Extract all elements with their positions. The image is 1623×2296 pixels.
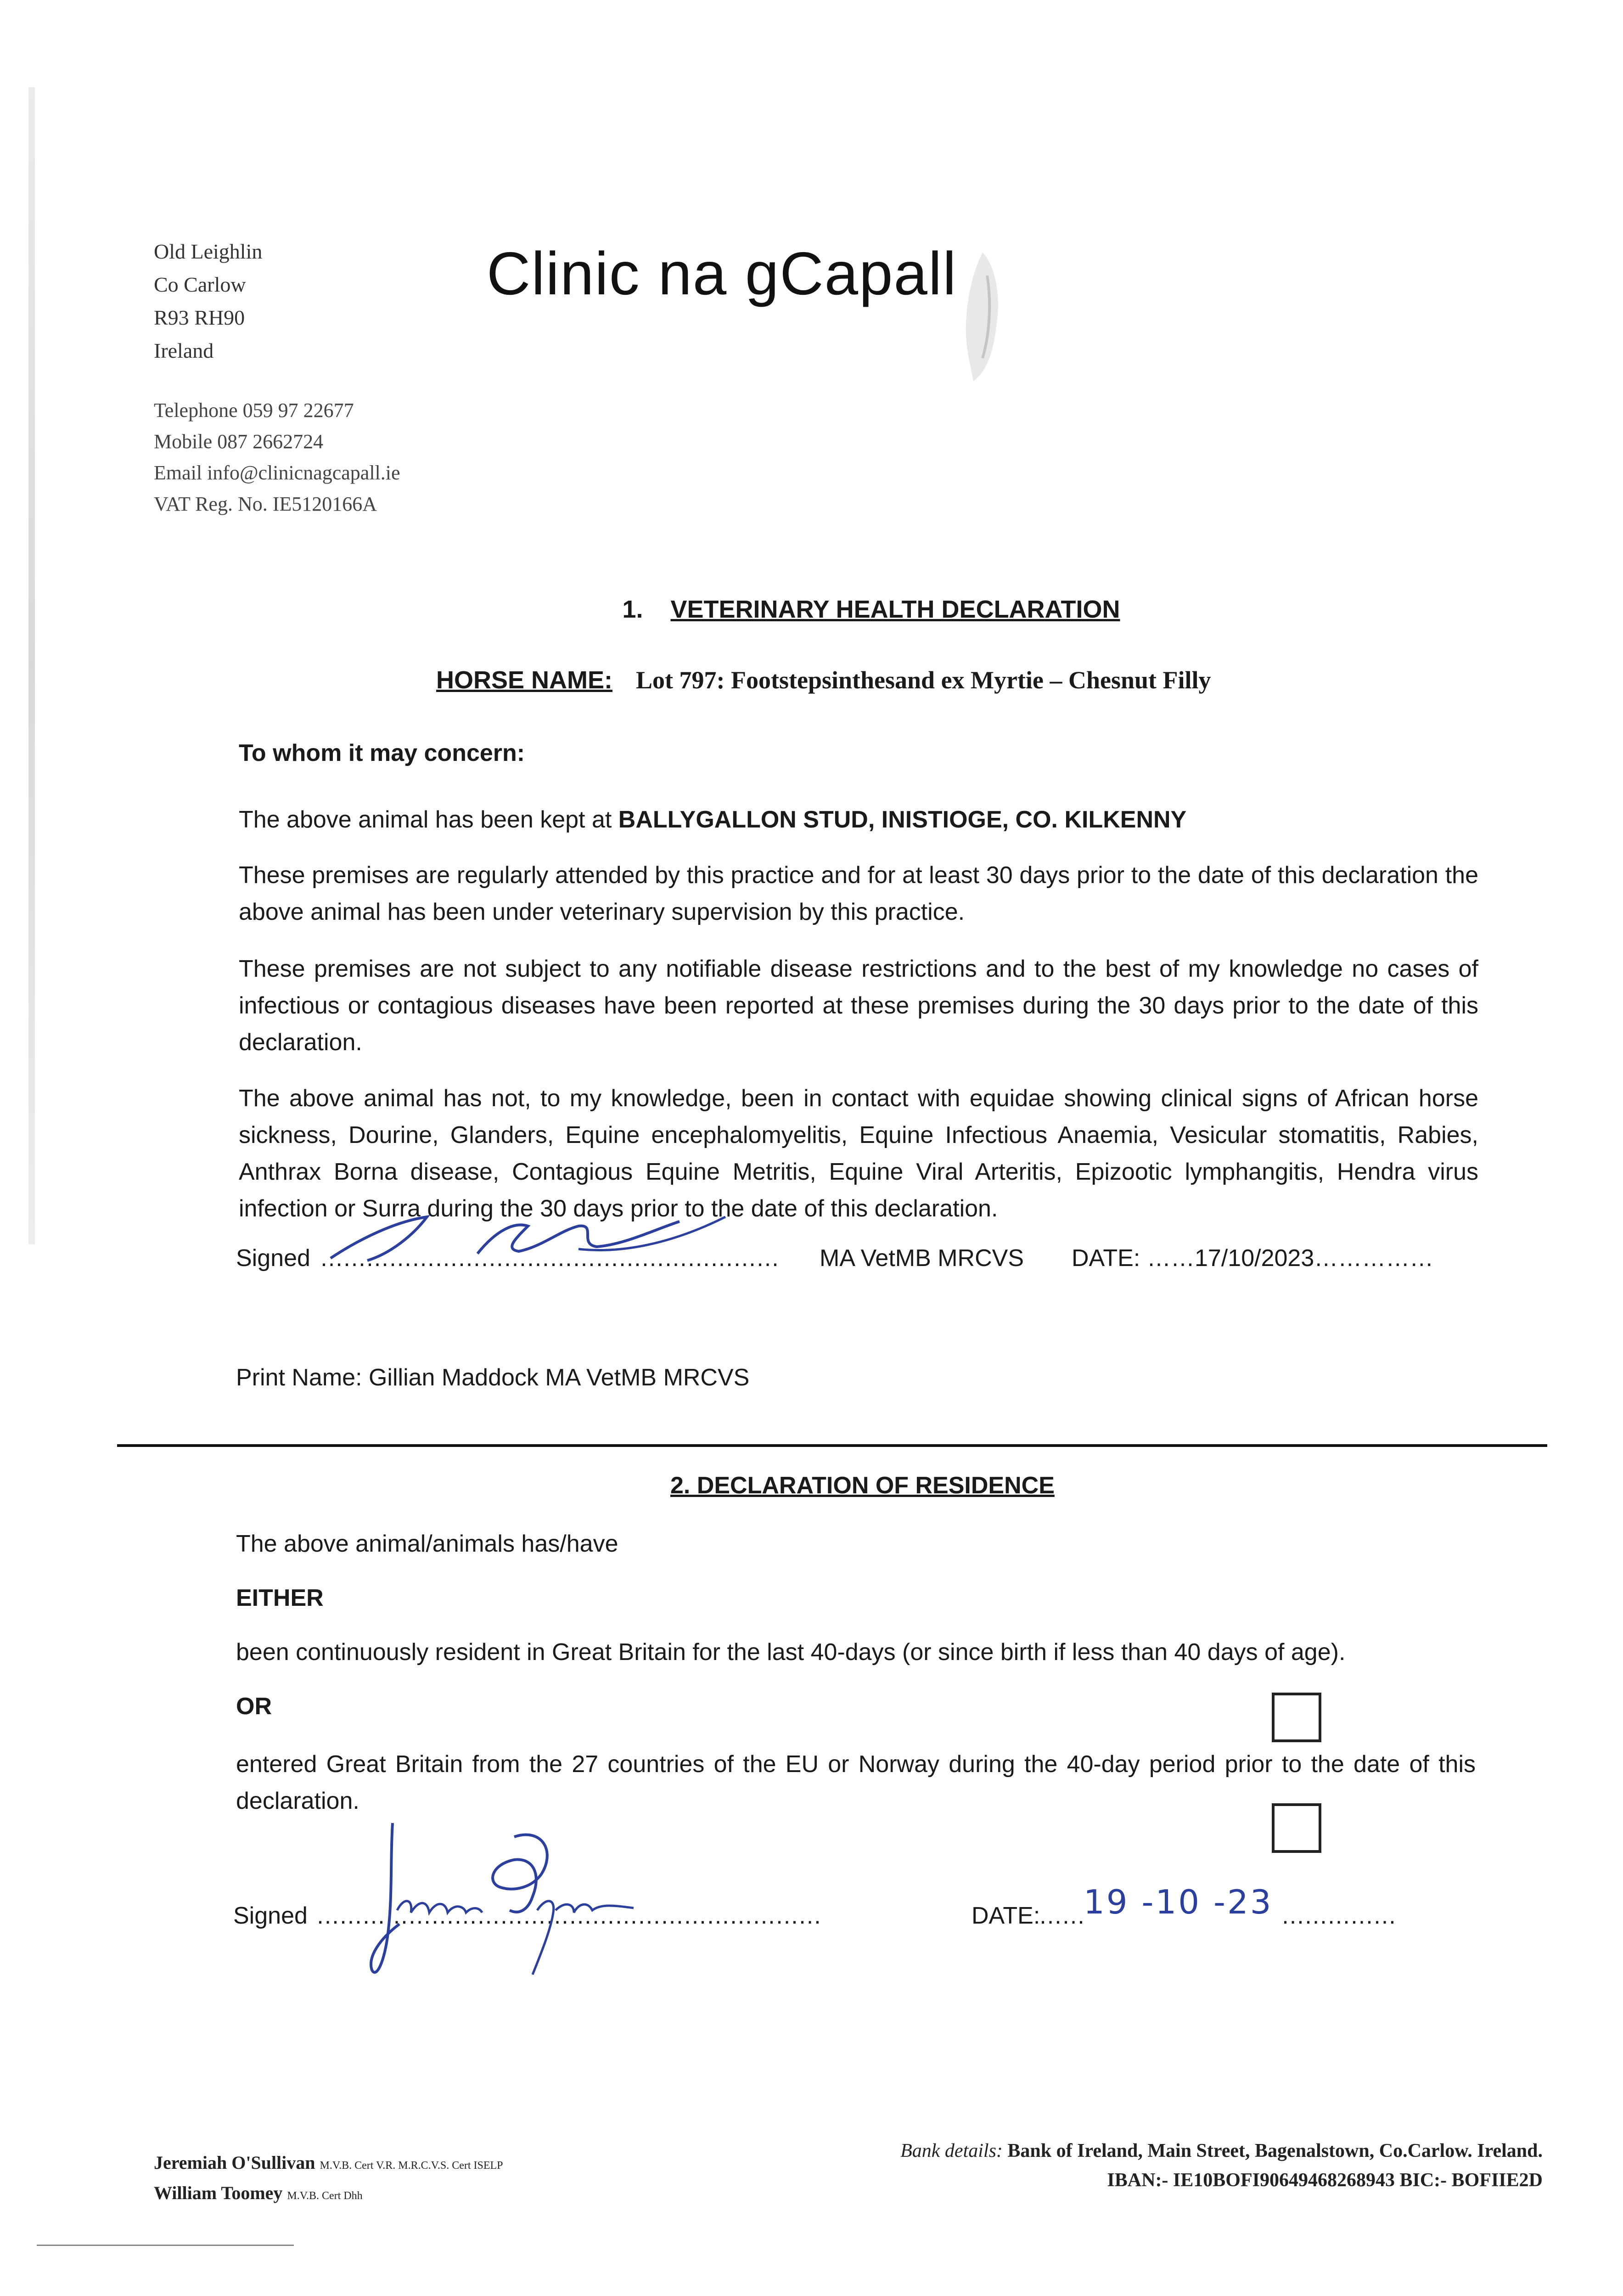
horse-name-value: Lot 797: Footstepsinthesand ex Myrtie – Chesnut Filly [636, 666, 1211, 694]
section2-heading: 2. DECLARATION OF RESIDENCE [670, 1472, 1055, 1499]
section2-date-label: DATE: [972, 1902, 1040, 1929]
horse-logo-icon [955, 248, 1010, 386]
kept-at-place: BALLYGALLON STUD, INISTIOGE, CO. KILKENNY [618, 806, 1187, 833]
footer-vet-2 [154, 2179, 503, 2210]
address-line: Old Leighlin [154, 240, 263, 263]
address-line: Co Carlow [154, 273, 246, 296]
bank-label: Bank details: [900, 2140, 1003, 2161]
vet-signature [321, 1203, 762, 1272]
section2-date-dots-lead: …… [1039, 1902, 1084, 1929]
kept-at-statement [239, 801, 1478, 838]
vet1-name: Jeremiah O'Sullivan [154, 2152, 315, 2173]
vet-signature-dots: …………………………………………………… [320, 1245, 779, 1272]
either-label: EITHER [236, 1585, 324, 1611]
owner-signature [349, 1818, 680, 1988]
section-divider [117, 1444, 1547, 1447]
telephone: Telephone 059 97 22677 [154, 399, 354, 422]
scan-edge-shadow [28, 87, 35, 1244]
horse-name-line [436, 666, 1211, 694]
residence-intro: The above animal/animals has/have [236, 1531, 618, 1557]
footer-vets [154, 2149, 503, 2210]
section1-title: VETERINARY HEALTH DECLARATION [670, 596, 1120, 623]
address-line: R93 RH90 [154, 306, 245, 329]
section1-number: 1. [622, 596, 643, 623]
section2-date-handwritten: 19 -10 -23 [1084, 1883, 1273, 1921]
iban-line: IBAN:- IE10BOFI90649468268943 BIC:- BOFIIE2D [1107, 2170, 1543, 2191]
kept-at-prefix: The above animal has been kept at [239, 806, 618, 833]
paragraph-supervision: These premises are regularly attended by this practice and for at least 30 days prior to the date of this declaration the above animal has been under veterinary supervision by this practice. [239, 862, 1478, 925]
bank-details: Bank of Ireland, Main Street, Bagenalstown, Co.Carlow. Ireland. [1007, 2140, 1543, 2161]
paragraph-no-restrictions: These premises are not subject to any notifiable disease restrictions and to the best of my knowledge no cases of infectious or contagious diseases have been reported at these premises during the 30 days prior to the date of this declaration. [239, 956, 1478, 1056]
horse-name-label: HORSE NAME: [436, 666, 613, 694]
option-entered-gb: entered Great Britain from the 27 countries of the EU or Norway during the 40-day period prior to the date of this declaration. [236, 1751, 1476, 1814]
footer-bank [767, 2136, 1543, 2195]
vet2-name: William Toomey [154, 2183, 283, 2203]
or-label: OR [236, 1693, 272, 1720]
print-name: Print Name: Gillian Maddock MA VetMB MRCVS [236, 1364, 750, 1391]
email: Email info@clinicnagcapall.ie [154, 461, 400, 484]
option-continuously-resident: been continuously resident in Great Britain for the last 40-days (or since birth if less than 40 days of age). [236, 1639, 1346, 1666]
address-line: Ireland [154, 339, 214, 362]
clinic-contact [154, 395, 400, 520]
paragraph-no-contact: The above animal has not, to my knowledge, been in contact with equidae showing clinical signs of African horse sickness, Dourine, Glanders, Equine encephalomyelitis, Equine Infectious Anaemia, Vesicular stomatitis, Rabies, Anthrax Borna disease, Contagious Equine Metritis, Equine Viral Arteritis, Epizootic lymphangitis, Hendra virus infection or Surra during the 30 days prior to the date of this declaration. [239, 1085, 1478, 1222]
section1-date-value: ……17/10/2023…………… [1147, 1245, 1434, 1272]
section1-heading [0, 595, 1623, 624]
scan-bottom-line [37, 2245, 294, 2246]
option1-checkbox[interactable] [1272, 1693, 1321, 1742]
clinic-logo-text: Clinic na gCapall [487, 240, 957, 307]
mobile: Mobile 087 2662724 [154, 430, 324, 453]
owner-signature-dots: ………………………………………………………… [316, 1902, 821, 1929]
bank-details-line [767, 2136, 1543, 2166]
section1-date-label: DATE: [1072, 1245, 1140, 1272]
vet1-quals: M.V.B. Cert V.R. M.R.C.V.S. Cert ISELP [320, 2160, 503, 2172]
salutation: To whom it may concern: [239, 740, 525, 766]
vet-qualifications: MA VetMB MRCVS [820, 1245, 1024, 1272]
vat-number: VAT Reg. No. IE5120166A [154, 493, 377, 515]
footer-vet-1 [154, 2149, 503, 2179]
option2-checkbox[interactable] [1272, 1803, 1321, 1853]
vet2-quals: M.V.B. Cert Dhh [287, 2190, 363, 2202]
vet-signed-label: Signed [236, 1245, 310, 1272]
section2-date-dots: …………… [1281, 1902, 1396, 1929]
clinic-address [154, 235, 262, 367]
owner-signed-label: Signed [233, 1902, 308, 1929]
